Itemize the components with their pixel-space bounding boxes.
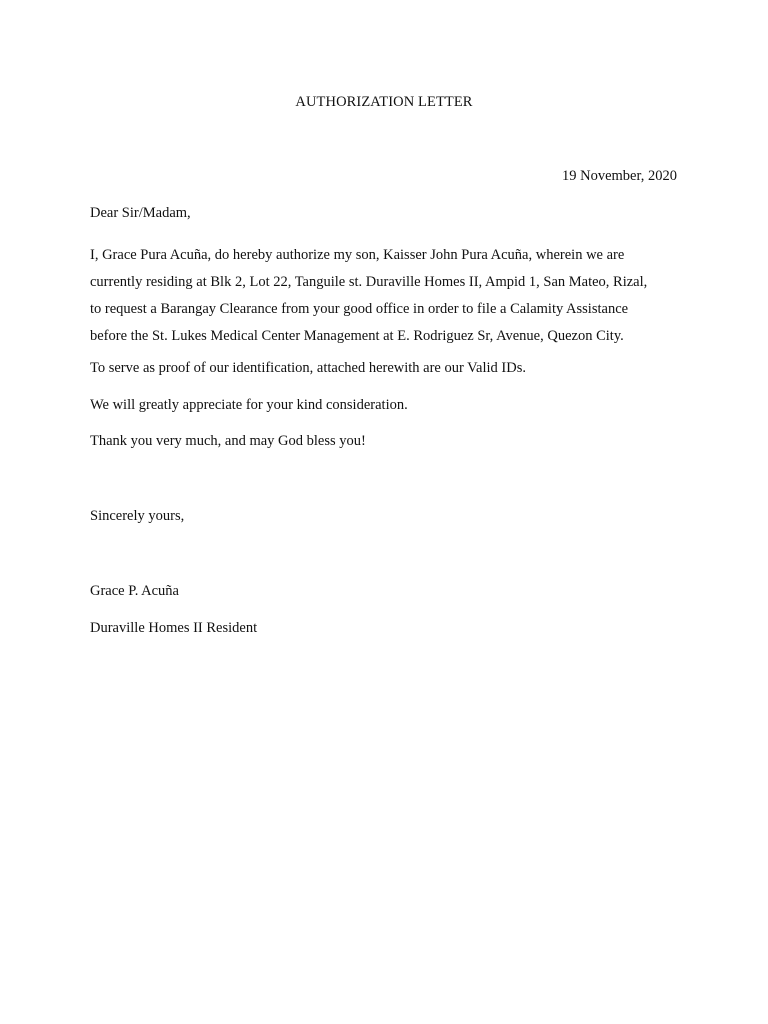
letter-date: 19 November, 2020	[562, 168, 677, 184]
body-line: to request a Barangay Clearance from your good office in order to file a Calamity Assistance	[90, 301, 629, 317]
body-paragraph-1	[90, 242, 680, 350]
body-paragraph-2: To serve as proof of our identification, attached herewith are our Valid IDs.	[90, 360, 526, 376]
closing: Sincerely yours,	[90, 508, 185, 524]
body-paragraph-3: We will greatly appreciate for your kind consideration.	[90, 397, 408, 413]
body-line: currently residing at Blk 2, Lot 22, Tanguile st. Duraville Homes II, Ampid 1, San Mateo, Rizal,	[90, 274, 648, 290]
body-line: I, Grace Pura Acuña, do hereby authorize my son, Kaisser John Pura Acuña, wherein we are	[90, 247, 625, 263]
body-line: before the St. Lukes Medical Center Management at E. Rodriguez Sr, Avenue, Quezon City.	[90, 328, 624, 344]
letter-title: AUTHORIZATION LETTER	[295, 94, 473, 110]
signatory-name: Grace P. Acuña	[90, 583, 179, 599]
salutation: Dear Sir/Madam,	[90, 205, 191, 221]
signatory-title: Duraville Homes II Resident	[90, 620, 258, 636]
body-paragraph-4: Thank you very much, and may God bless you!	[90, 433, 366, 449]
